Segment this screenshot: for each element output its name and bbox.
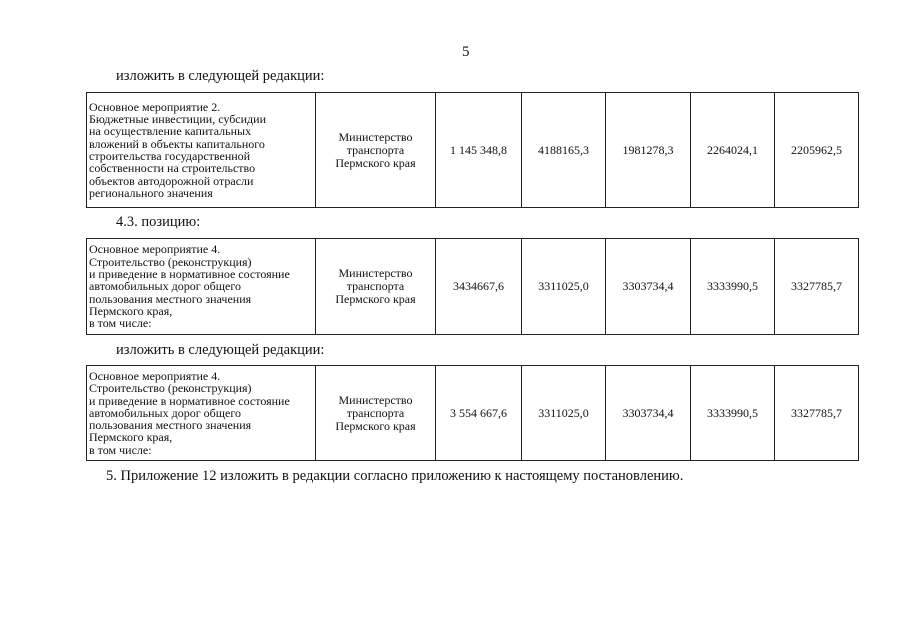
value-cell-2: 3311025,0	[522, 366, 606, 461]
paragraph-appendix-12: 5. Приложение 12 изложить в редакции согласно приложению к настоящему постановлению.	[106, 468, 684, 484]
value-cell-3: 3303734,4	[606, 239, 691, 335]
value-cell-1: 3 554 667,6	[436, 366, 522, 461]
value-cell-2: 4188165,3	[522, 93, 606, 208]
paragraph-position-4-3: 4.3. позицию:	[116, 214, 201, 230]
event-name-cell: Основное мероприятие 4. Строительство (реконструкция) и приведение в нормативное состояние автомобильных дорог общего пользования местного значения Пермского края, в том числе:	[87, 239, 316, 335]
value-cell-4: 2264024,1	[691, 93, 775, 208]
value-cell-3: 3303734,4	[606, 366, 691, 461]
value-cell-3: 1981278,3	[606, 93, 691, 208]
table-main-event-2	[86, 92, 859, 208]
table-row	[87, 366, 859, 461]
table-row	[87, 93, 859, 208]
value-cell-5: 2205962,5	[775, 93, 859, 208]
value-cell-5: 3327785,7	[775, 239, 859, 335]
value-cell-1: 1 145 348,8	[436, 93, 522, 208]
table-main-event-4-new	[86, 365, 859, 461]
page-number: 5	[462, 44, 470, 60]
value-cell-1: 3434667,6	[436, 239, 522, 335]
event-name-cell: Основное мероприятие 4. Строительство (реконструкция) и приведение в нормативное состояние автомобильных дорог общего пользования местного значения Пермского края, в том числе:	[87, 366, 316, 461]
table-row	[87, 239, 859, 335]
table-main-event-4-old	[86, 238, 859, 335]
ministry-cell: Министерство транспорта Пермского края	[316, 239, 436, 335]
value-cell-2: 3311025,0	[522, 239, 606, 335]
paragraph-edit-instruction-1: изложить в следующей редакции:	[116, 68, 325, 84]
ministry-cell: Министерство транспорта Пермского края	[316, 366, 436, 461]
event-name-cell: Основное мероприятие 2. Бюджетные инвестиции, субсидии на осуществление капитальных вложений в объекты капитального строительства государственной собственности на строительство объектов автодорожной отрасли регионального значения	[87, 93, 316, 208]
value-cell-4: 3333990,5	[691, 366, 775, 461]
value-cell-5: 3327785,7	[775, 366, 859, 461]
ministry-cell: Министерство транспорта Пермского края	[316, 93, 436, 208]
value-cell-4: 3333990,5	[691, 239, 775, 335]
paragraph-edit-instruction-2: изложить в следующей редакции:	[116, 342, 325, 358]
